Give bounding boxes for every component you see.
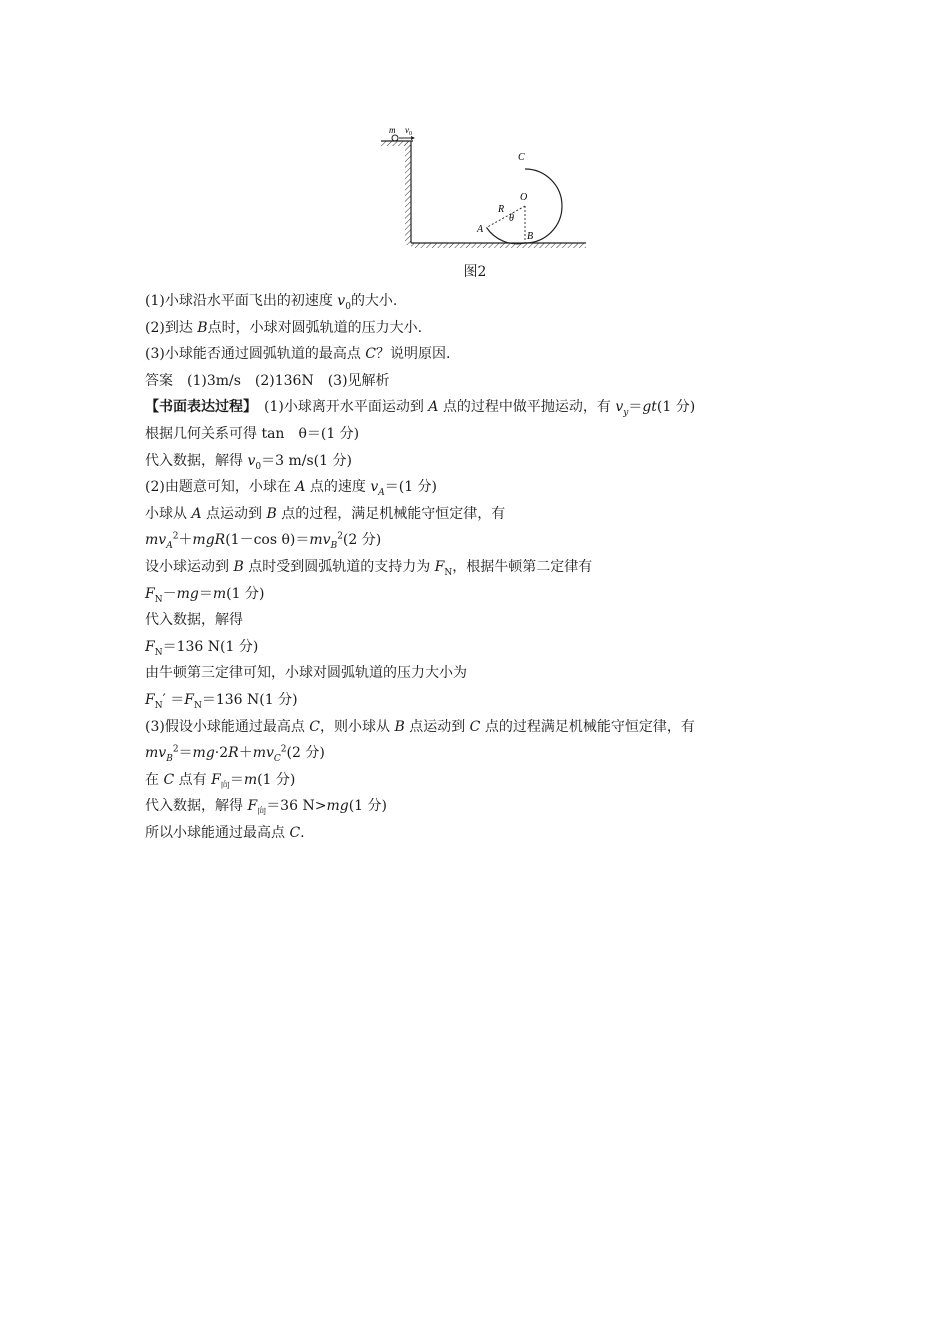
solution-line-16: 代入数据，解得 $F_向=36$ N>mg(1 分) (145, 798, 387, 818)
question-2: (2)到达 B点时，小球对圆弧轨道的压力大小. (145, 319, 423, 336)
label-mass: m (389, 125, 396, 135)
question-3: (3)小球能否通过圆弧轨道的最高点 C？说明原因. (145, 346, 451, 363)
label-theta: θ (509, 213, 514, 224)
figure-caption: 图2 (463, 264, 487, 280)
solution-line-15: 在 C 点有 $F_向=m(1$ 分) (145, 771, 296, 791)
solution-line-7: 设小球运动到 B 点时受到圆弧轨道的支持力为 $F_N$，根据牛顿第二定律有 (145, 558, 593, 578)
solution-line-8: $F_N-mg=m(1$ 分) (145, 585, 265, 605)
solution-line-3: 代入数据，解得 $v_0=3$ m/s(1 分) (145, 452, 352, 472)
solution-line-5: 小球从 A 点运动到 B 点的过程，满足机械能守恒定律，有 (145, 505, 506, 522)
label-c: C (518, 152, 525, 163)
question-1: (1)小球沿水平面飞出的初速度 $v_0$的大小. (145, 293, 398, 312)
answer-line: 答案 (1)3m/s (2)136N (3)见解析 (145, 372, 390, 389)
label-r: R (498, 204, 505, 215)
solution-line-12: $F_N' =F_N=136$ N(1 分) (145, 691, 298, 711)
ground-hatch (411, 243, 586, 248)
solution-line-1: 【书面表达过程】 (1)小球离开水平面运动到 A 点的过程中做平抛运动，有 $v_y=gt(1$ 分) (145, 399, 696, 419)
solution-line-17: 所以小球能通过最高点 C. (145, 824, 305, 841)
solution-line-13: (3)假设小球能通过最高点 C，则小球从 B 点运动到 C 点的过程满足机械能守恒定律，有 (145, 718, 695, 735)
track-diagram (375, 118, 595, 253)
label-b: B (527, 231, 534, 242)
solution-line-4: (2)由题意可知，小球在 A 点的速度 $v_A=(1$ 分) (145, 479, 438, 498)
solution-line-9: 代入数据，解得 (145, 612, 243, 629)
wall-hatch (405, 141, 411, 245)
ball (392, 135, 398, 141)
label-velocity: $v_0$ (405, 125, 412, 137)
solution-line-2: 根据几何关系可得 tan θ＝(1 分) (145, 425, 360, 442)
label-a: A (477, 224, 484, 235)
document-body (145, 288, 835, 846)
solution-line-14: $mv_B^2=mg\cdot 2R+mv_C^2(2$ 分) (145, 744, 325, 764)
radius-oa (487, 206, 526, 228)
solution-line-10: $F_N=136$ N(1 分) (145, 638, 259, 658)
solution-line-6: $mv_A^2+mgR(1-\cos$ $\theta)=mv_B^2(2$ 分) (145, 531, 382, 552)
label-o: O (520, 192, 528, 203)
solution-line-11: 由牛顿第三定律可知，小球对圆弧轨道的压力大小为 (145, 665, 467, 682)
physics-figure (375, 118, 595, 253)
